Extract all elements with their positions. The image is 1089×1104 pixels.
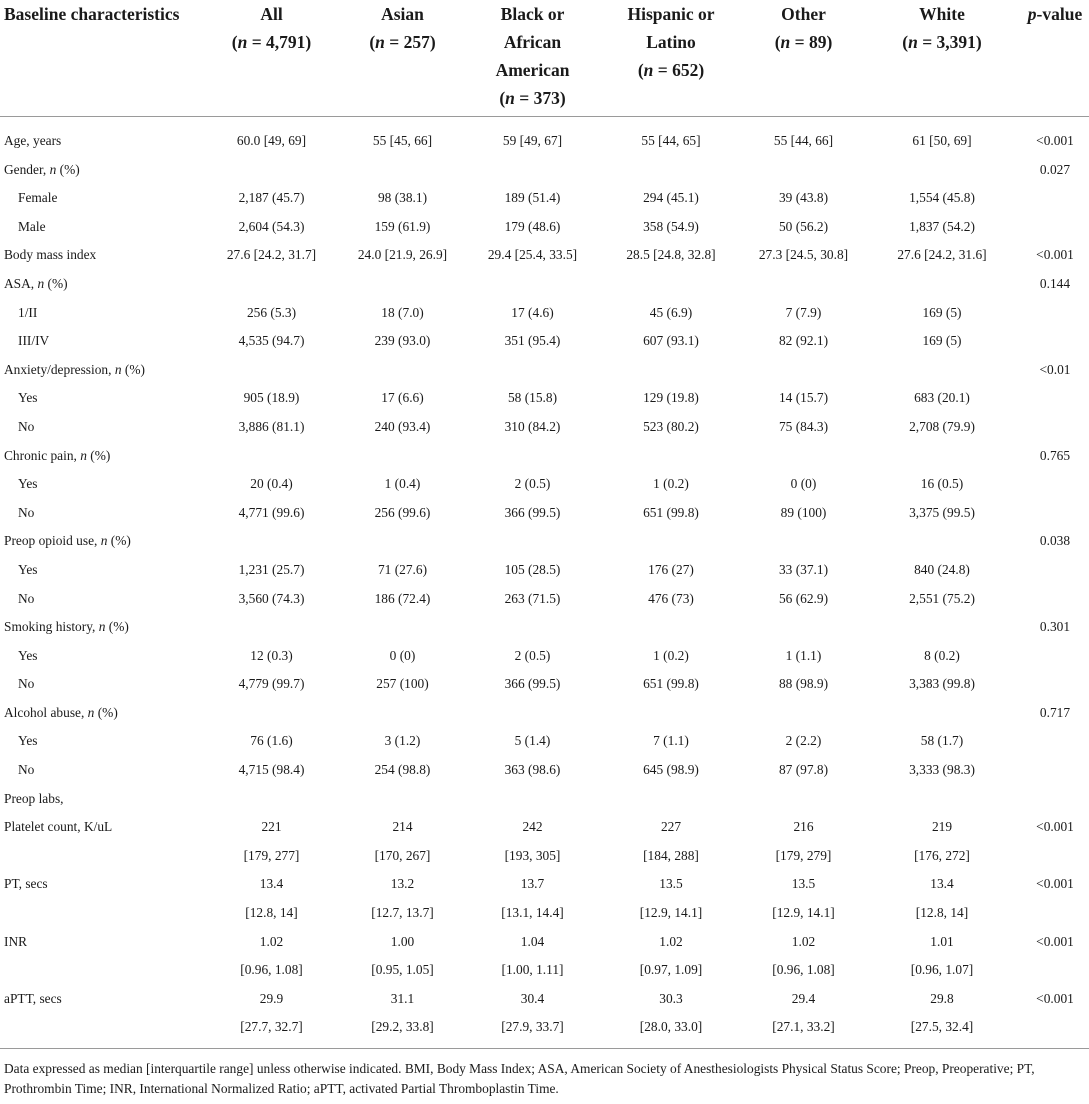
table-cell: 176 (27): [648, 561, 694, 577]
row-label: PT, secs: [4, 876, 48, 892]
table-cell: [12.9, 14.1]: [772, 905, 835, 921]
table-cell: 2,708 (79.9): [909, 418, 975, 434]
table-body: [0, 117, 1089, 1049]
table-cell: [744, 156, 863, 185]
table-cell: 13.2: [390, 876, 415, 892]
table-cell: 33 (37.1): [778, 561, 829, 577]
header-asian: Asian (n = 257): [369, 4, 436, 52]
row-label: ASA, n (%): [4, 275, 68, 291]
p-value-cell: [1021, 670, 1089, 699]
table-cell: [598, 156, 744, 185]
table-row: [0, 270, 1089, 299]
p-value-cell: [1021, 899, 1089, 928]
table-cell: [338, 699, 467, 728]
table-cell: [205, 270, 338, 299]
table-cell: [205, 785, 338, 814]
table-cell: [744, 442, 863, 471]
table-cell: [205, 442, 338, 471]
table-cell: [744, 270, 863, 299]
p-value-cell: [1021, 756, 1089, 785]
table-cell: 89 (100): [780, 504, 827, 520]
table-cell: [13.1, 14.4]: [501, 905, 564, 921]
table-cell: 2,551 (75.2): [909, 590, 975, 606]
table-cell: 7 (1.1): [653, 733, 689, 749]
table-cell: [338, 785, 467, 814]
table-cell: 840 (24.8): [914, 561, 970, 577]
table-cell: 27.3 [24.5, 30.8]: [758, 247, 849, 263]
table-cell: 3,560 (74.3): [238, 590, 305, 606]
table-cell: [467, 527, 598, 556]
table-row: [0, 785, 1089, 814]
table-cell: 358 (54.9): [643, 218, 699, 234]
table-cell: [179, 277]: [243, 847, 300, 863]
table-cell: 31.1: [390, 990, 415, 1006]
p-value-cell: 0.144: [1039, 275, 1071, 291]
table-cell: [598, 613, 744, 642]
table-row: [0, 585, 1089, 614]
table-cell: 219: [931, 819, 953, 835]
table-cell: 651 (99.8): [643, 504, 699, 520]
table-cell: 1.02: [791, 933, 816, 949]
table-cell: 3,375 (99.5): [909, 504, 975, 520]
table-cell: 28.5 [24.8, 32.8]: [626, 247, 716, 263]
table-row: [0, 813, 1089, 842]
table-cell: 310 (84.2): [504, 418, 561, 434]
table-cell: [205, 699, 338, 728]
table-cell: 0 (0): [790, 476, 817, 492]
table-cell: 254 (98.8): [374, 762, 431, 778]
table-cell: [0.96, 1.07]: [910, 962, 974, 978]
table-row: [0, 928, 1089, 957]
table-cell: 45 (6.9): [649, 304, 693, 320]
table-cell: 4,779 (99.7): [238, 676, 305, 692]
row-label: Yes: [18, 476, 38, 492]
table-cell: 50 (56.2): [778, 218, 829, 234]
table-cell: [176, 272]: [914, 847, 970, 863]
header-hispanic: Hispanic or Latino (n = 652): [627, 4, 715, 80]
table-cell: [29.2, 33.8]: [371, 1019, 434, 1035]
table-cell: 169 (5): [922, 304, 962, 320]
table-cell: 4,715 (98.4): [238, 762, 305, 778]
p-value-cell: <0.001: [1036, 876, 1074, 892]
p-value-cell: [1021, 785, 1089, 814]
table-cell: 20 (0.4): [250, 476, 293, 492]
table-cell: [12.7, 13.7]: [371, 905, 434, 921]
row-label: No: [18, 590, 35, 606]
table-cell: [0.95, 1.05]: [371, 962, 434, 978]
table-cell: 76 (1.6): [250, 733, 293, 749]
table-row: [0, 642, 1089, 671]
table-cell: [744, 699, 863, 728]
table-cell: 1 (0.2): [653, 476, 689, 492]
p-value-cell: [1021, 585, 1089, 614]
table-cell: 87 (97.8): [778, 762, 829, 778]
row-label: Platelet count, K/uL: [4, 819, 113, 835]
table-row: [0, 985, 1089, 1014]
table-cell: [744, 613, 863, 642]
table-cell: 13.7: [520, 876, 545, 892]
table-cell: [598, 270, 744, 299]
header-black: Black or African American (n = 373): [495, 4, 570, 108]
table-cell: 16 (0.5): [920, 476, 964, 492]
p-value-cell: [1021, 499, 1089, 528]
row-label: Smoking history, n (%): [4, 619, 129, 635]
table-cell: 98 (38.1): [377, 190, 428, 206]
table-cell: [863, 785, 1021, 814]
table-cell: 7 (7.9): [785, 304, 822, 320]
table-cell: [744, 527, 863, 556]
header-all: All (n = 4,791): [231, 4, 312, 52]
header-white: White (n = 3,391): [902, 4, 982, 52]
row-label: Age, years: [4, 133, 62, 148]
table-cell: 1 (0.2): [653, 647, 689, 663]
table-cell: 2,604 (54.3): [238, 218, 305, 234]
table-cell: [27.1, 33.2]: [772, 1019, 835, 1035]
row-label: Body mass index: [4, 247, 97, 263]
table-cell: 294 (45.1): [643, 190, 699, 206]
table-cell: 27.6 [24.2, 31.6]: [897, 247, 987, 263]
table-cell: [598, 785, 744, 814]
table-cell: [863, 613, 1021, 642]
table-cell: 4,771 (99.6): [238, 504, 305, 520]
table-cell: [184, 288]: [643, 847, 699, 863]
p-value-cell: 0.038: [1039, 533, 1071, 549]
table-cell: [1.00, 1.11]: [501, 962, 564, 978]
table-cell: 366 (99.5): [504, 676, 561, 692]
table-cell: 607 (93.1): [643, 333, 699, 349]
table-cell: 30.4: [520, 990, 545, 1006]
table-cell: 0 (0): [389, 647, 416, 663]
row-label: [0, 842, 205, 871]
table-cell: 179 (48.6): [504, 218, 561, 234]
table-cell: 2,187 (45.7): [238, 190, 305, 206]
table-row: [0, 842, 1089, 871]
table-cell: [205, 613, 338, 642]
table-cell: [0.97, 1.09]: [639, 962, 703, 978]
table-cell: 17 (4.6): [511, 304, 554, 320]
table-cell: 58 (1.7): [920, 733, 964, 749]
table-cell: 3,383 (99.8): [909, 676, 975, 692]
p-value-cell: [1021, 413, 1089, 442]
table-cell: 256 (99.6): [374, 504, 431, 520]
table-cell: 39 (43.8): [778, 190, 829, 206]
table-row: [0, 870, 1089, 899]
row-label: No: [18, 504, 35, 520]
table-row: [0, 241, 1089, 270]
p-value-cell: <0.001: [1036, 133, 1074, 148]
table-cell: [28.0, 33.0]: [639, 1019, 703, 1035]
table-cell: 1.00: [390, 933, 415, 949]
table-cell: [863, 156, 1021, 185]
table-cell: 61 [50, 69]: [912, 133, 972, 148]
p-value-cell: [1021, 470, 1089, 499]
p-value-cell: [1021, 299, 1089, 328]
p-value-cell: [1021, 327, 1089, 356]
p-value-cell: [1021, 556, 1089, 585]
table-row: [0, 413, 1089, 442]
table-cell: 24.0 [21.9, 26.9]: [357, 247, 448, 263]
table-cell: 1.02: [259, 933, 284, 949]
table-cell: 240 (93.4): [374, 418, 431, 434]
table-cell: 257 (100): [376, 676, 429, 692]
table-cell: 651 (99.8): [643, 676, 699, 692]
header-baseline: Baseline characteristics: [4, 4, 180, 24]
table-cell: 14 (15.7): [778, 390, 829, 406]
row-label: aPTT, secs: [4, 990, 62, 1006]
table-cell: 3,886 (81.1): [238, 418, 305, 434]
table-cell: 242: [522, 819, 543, 835]
header-p-value: p-value: [1027, 4, 1083, 24]
row-label: No: [18, 676, 35, 692]
table-cell: 75 (84.3): [778, 418, 829, 434]
p-value-cell: <0.001: [1036, 819, 1074, 835]
table-row: [0, 527, 1089, 556]
table-cell: [0.96, 1.08]: [772, 962, 835, 978]
table-cell: 13.4: [930, 876, 954, 892]
table-row: [0, 556, 1089, 585]
table-cell: [863, 442, 1021, 471]
table-cell: [205, 156, 338, 185]
header-other: Other (n = 89): [774, 4, 833, 52]
row-label: Yes: [18, 390, 38, 406]
p-value-cell: 0.765: [1039, 447, 1071, 463]
table-cell: 29.4: [791, 990, 816, 1006]
table-cell: 12 (0.3): [250, 647, 293, 663]
p-value-cell: 0.301: [1039, 619, 1071, 635]
p-value-cell: [1021, 842, 1089, 871]
row-label: Preop opioid use, n (%): [4, 533, 131, 549]
p-value-cell: <0.01: [1039, 361, 1071, 377]
table-cell: 13.5: [791, 876, 816, 892]
table-cell: [12.9, 14.1]: [639, 905, 703, 921]
table-cell: 239 (93.0): [374, 333, 431, 349]
table-cell: 4,535 (94.7): [238, 333, 305, 349]
table-cell: 29.4 [25.4, 33.5]: [487, 247, 578, 263]
table-cell: [27.7, 32.7]: [240, 1019, 303, 1035]
row-label: Male: [18, 218, 46, 234]
table-cell: [12.8, 14]: [915, 905, 969, 921]
table-cell: [863, 356, 1021, 385]
table-cell: 189 (51.4): [504, 190, 561, 206]
p-value-cell: [1021, 1013, 1089, 1042]
table-cell: 5 (1.4): [514, 733, 551, 749]
table-cell: 351 (95.4): [504, 333, 561, 349]
table-cell: [338, 442, 467, 471]
table-cell: [598, 699, 744, 728]
table-cell: 17 (6.6): [381, 390, 424, 406]
p-value-cell: <0.001: [1036, 247, 1074, 263]
table-cell: 2 (0.5): [514, 476, 551, 492]
table-cell: 3,333 (98.3): [909, 762, 975, 778]
p-value-cell: [1021, 727, 1089, 756]
table-cell: [27.9, 33.7]: [501, 1019, 564, 1035]
row-label: [0, 899, 205, 928]
table-cell: [467, 699, 598, 728]
table-cell: 8 (0.2): [924, 647, 960, 663]
table-row: [0, 213, 1089, 242]
table-row: [0, 670, 1089, 699]
table-cell: 1 (0.4): [384, 476, 421, 492]
table-cell: [179, 279]: [775, 847, 832, 863]
table-cell: [12.8, 14]: [245, 905, 298, 921]
table-row: [0, 356, 1089, 385]
p-value-cell: [1021, 642, 1089, 671]
table-cell: 1 (1.1): [785, 647, 822, 663]
table-cell: 55 [44, 65]: [641, 133, 701, 148]
table-cell: 169 (5): [922, 333, 962, 349]
table-cell: [467, 785, 598, 814]
table-cell: [27.5, 32.4]: [910, 1019, 974, 1035]
table-cell: 55 [44, 66]: [773, 133, 834, 148]
table-row: [0, 899, 1089, 928]
p-value-cell: [1021, 184, 1089, 213]
table-cell: [170, 267]: [374, 847, 431, 863]
table-row: [0, 184, 1089, 213]
table-cell: 263 (71.5): [504, 590, 561, 606]
table-cell: 30.3: [659, 990, 683, 1006]
table-cell: 214: [392, 819, 413, 835]
row-label: No: [18, 762, 35, 778]
table-cell: [863, 527, 1021, 556]
table-cell: 56 (62.9): [778, 590, 829, 606]
table-cell: 29.8: [930, 990, 954, 1006]
table-cell: 1,231 (25.7): [238, 561, 305, 577]
table-cell: [205, 356, 338, 385]
p-value-cell: 0.027: [1039, 161, 1071, 177]
table-row: [0, 613, 1089, 642]
table-row: [0, 156, 1089, 185]
row-label: Yes: [18, 733, 38, 749]
row-label: INR: [4, 933, 28, 949]
table-cell: 82 (92.1): [778, 333, 829, 349]
table-cell: [467, 270, 598, 299]
row-label: Chronic pain, n (%): [4, 447, 111, 463]
table-cell: [744, 356, 863, 385]
row-label: No: [18, 418, 35, 434]
table-header: [0, 0, 1089, 117]
table-row: [0, 384, 1089, 413]
table-cell: 71 (27.6): [377, 561, 428, 577]
table-cell: [193, 305]: [504, 847, 561, 863]
table-row: [0, 756, 1089, 785]
table-cell: 186 (72.4): [374, 590, 431, 606]
table-cell: 1,554 (45.8): [909, 190, 975, 206]
table-cell: [863, 699, 1021, 728]
table-cell: [0.96, 1.08]: [240, 962, 303, 978]
table-cell: [467, 442, 598, 471]
table-cell: 58 (15.8): [507, 390, 558, 406]
table-cell: 159 (61.9): [374, 218, 431, 234]
p-value-cell: 0.717: [1039, 704, 1071, 720]
table-row: [0, 127, 1089, 156]
row-label: Anxiety/depression, n (%): [4, 361, 145, 377]
table-cell: [598, 442, 744, 471]
table-cell: 523 (80.2): [643, 418, 699, 434]
table-cell: 27.6 [24.2, 31.7]: [226, 247, 317, 263]
p-value-cell: <0.001: [1036, 990, 1074, 1006]
row-label: Yes: [18, 647, 38, 663]
table-row: [0, 470, 1089, 499]
row-label: Gender, n (%): [4, 161, 80, 177]
table-cell: 29.9: [259, 990, 284, 1006]
table-cell: [598, 356, 744, 385]
table-row: [0, 499, 1089, 528]
table-row: [0, 1013, 1089, 1042]
table-cell: 55 [45, 66]: [372, 133, 433, 148]
row-label: 1/II: [18, 304, 38, 320]
row-label: Female: [18, 190, 58, 206]
row-label: [0, 1013, 205, 1042]
table-cell: [338, 356, 467, 385]
table-row: [0, 327, 1089, 356]
table-cell: 227: [660, 819, 682, 835]
p-value-cell: [1021, 384, 1089, 413]
table-cell: 221: [261, 819, 282, 835]
p-value-cell: <0.001: [1036, 933, 1074, 949]
table-cell: 683 (20.1): [914, 390, 970, 406]
row-label: Yes: [18, 561, 38, 577]
table-footnote: Data expressed as median [interquartile range] unless otherwise indicated. BMI, Body Mass Index; ASA, American Society of Anesthesiologists Physical Status Score; Preop, Preoperative; PT, Prothrombin Time; INR, International Normalized Ratio; aPTT, activated Partial Thromboplastin Time.: [4, 1061, 1035, 1096]
table-cell: 18 (7.0): [381, 304, 424, 320]
table-cell: 13.4: [259, 876, 284, 892]
table-cell: 13.5: [659, 876, 683, 892]
table-cell: 60.0 [49, 69]: [236, 133, 307, 148]
table-cell: [467, 356, 598, 385]
table-cell: 1.02: [659, 933, 683, 949]
table-cell: 476 (73): [648, 590, 694, 606]
table-row: [0, 442, 1089, 471]
table-cell: [863, 270, 1021, 299]
table-cell: 1,837 (54.2): [909, 218, 975, 234]
row-label: Preop labs,: [4, 790, 64, 806]
table-row: [0, 956, 1089, 985]
table-cell: [744, 785, 863, 814]
table-cell: 59 [49, 67]: [502, 133, 563, 148]
table-cell: 366 (99.5): [504, 504, 561, 520]
table-row: [0, 699, 1089, 728]
table-cell: 1.01: [930, 933, 954, 949]
table-cell: 645 (98.9): [643, 762, 699, 778]
table-cell: 105 (28.5): [504, 561, 561, 577]
table-row: [0, 299, 1089, 328]
table-cell: 256 (5.3): [246, 304, 297, 320]
row-label: [0, 956, 205, 985]
table-cell: [467, 156, 598, 185]
table-cell: 216: [793, 819, 814, 835]
table-cell: 3 (1.2): [384, 733, 421, 749]
table-cell: [338, 270, 467, 299]
table-cell: [598, 527, 744, 556]
table-row: [0, 727, 1089, 756]
table-cell: 129 (19.8): [643, 390, 699, 406]
table-cell: 2 (2.2): [785, 733, 822, 749]
p-value-cell: [1021, 956, 1089, 985]
table-cell: [338, 527, 467, 556]
table-cell: [205, 527, 338, 556]
table-cell: 905 (18.9): [243, 390, 300, 406]
table-cell: [467, 613, 598, 642]
table-cell: [338, 613, 467, 642]
row-label: III/IV: [18, 333, 50, 349]
table-cell: [338, 156, 467, 185]
table-cell: 2 (0.5): [514, 647, 551, 663]
table-cell: 1.04: [520, 933, 545, 949]
table-cell: 363 (98.6): [504, 762, 561, 778]
table-cell: 88 (98.9): [778, 676, 829, 692]
p-value-cell: [1021, 213, 1089, 242]
row-label: Alcohol abuse, n (%): [4, 704, 118, 720]
